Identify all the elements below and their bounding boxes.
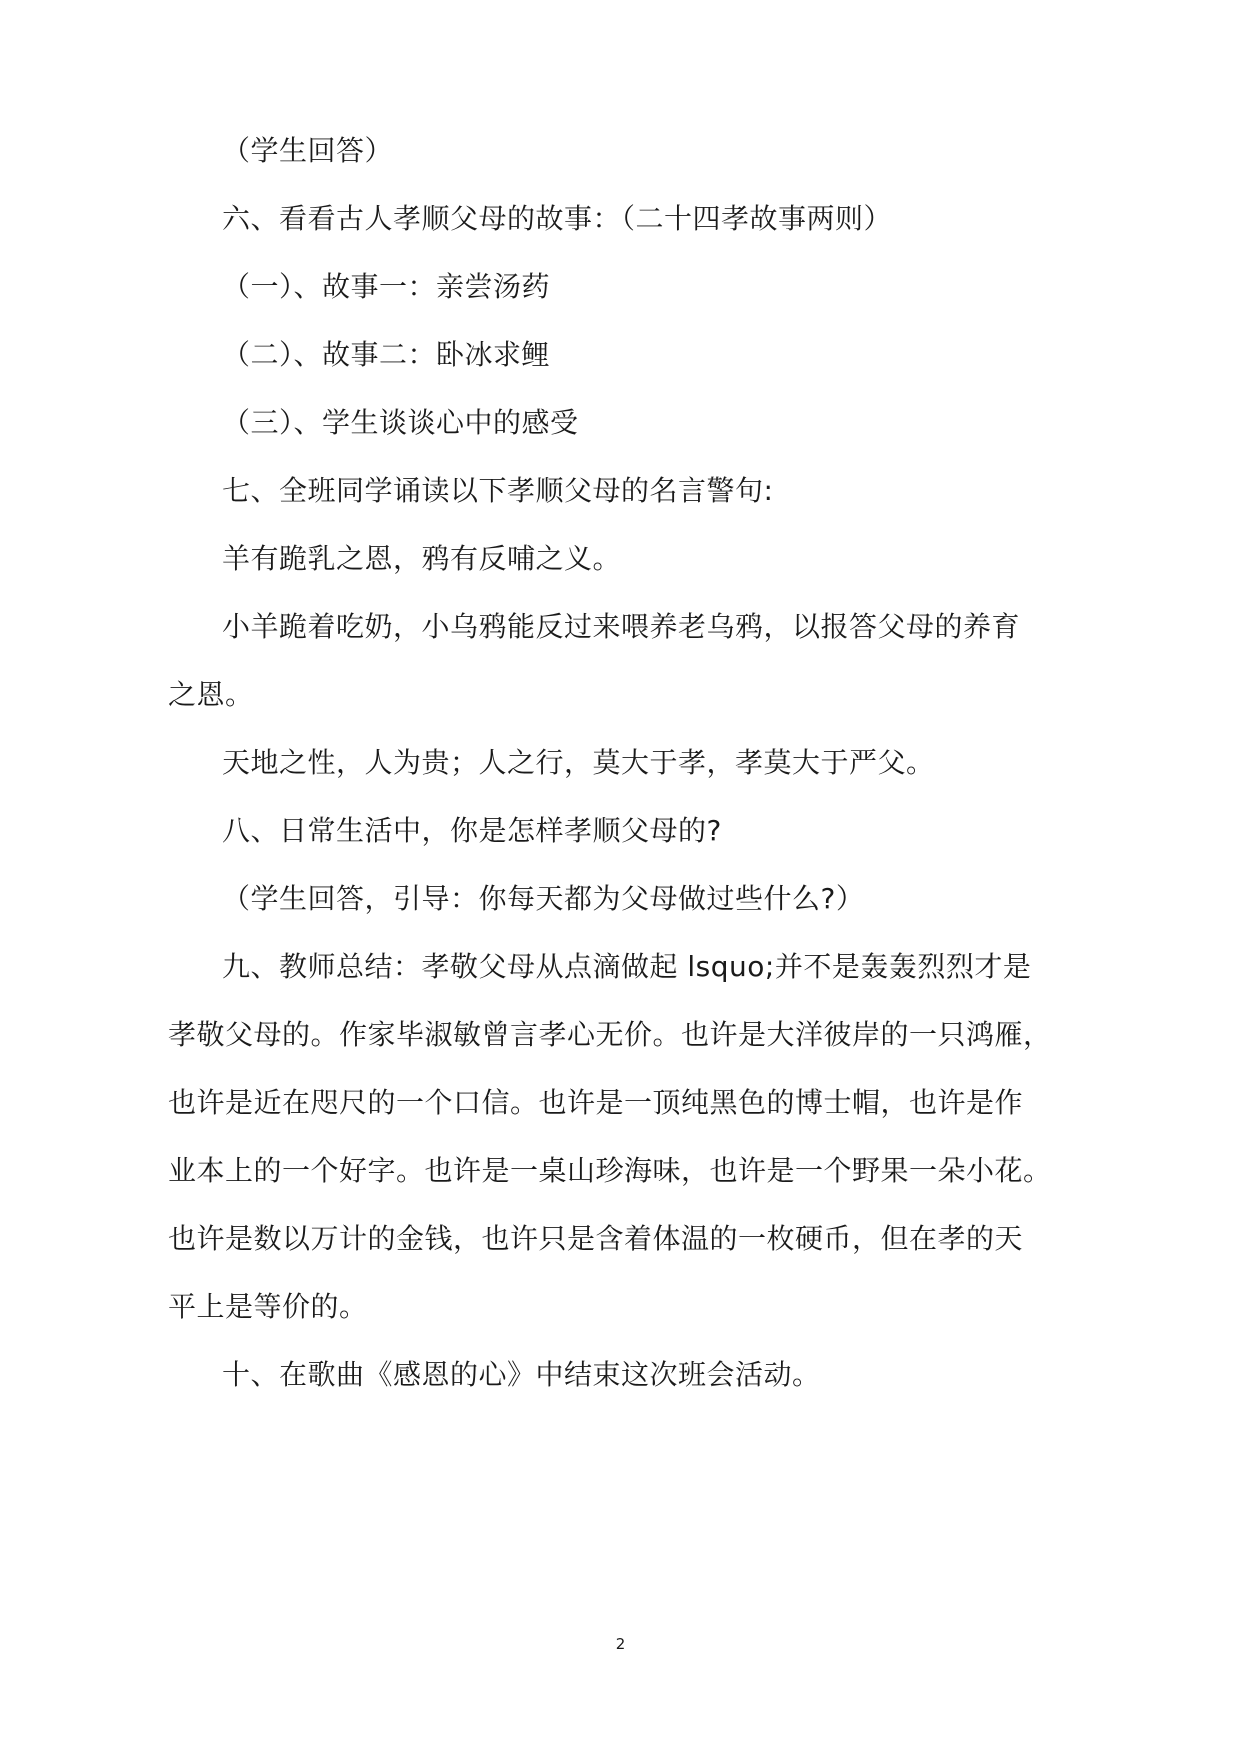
text-line-5: （三）、学生谈谈心中的感受 (222, 406, 579, 439)
text-line-19: 十、在歌曲《感恩的心》中结束这次班会活动。 (222, 1358, 821, 1391)
text-line-8: 小羊跪着吃奶，小乌鸦能反过来喂养老乌鸦，以报答父母的养育 (222, 610, 1021, 643)
text-line-15: 也许是近在咫尺的一个口信。也许是一顶纯黑色的博士帽，也许是作 (168, 1086, 1024, 1119)
text-line-2: 六、看看古人孝顺父母的故事：（二十四孝故事两则） (222, 202, 893, 235)
text-line-11: 八、日常生活中，你是怎样孝顺父母的? (222, 814, 722, 847)
text-line-13: 九、教师总结：孝敬父母从点滴做起 lsquo;并不是轰轰烈烈才是 (222, 950, 1032, 983)
text-line-14: 孝敬父母的。作家毕淑敏曾言孝心无价。也许是大洋彼岸的一只鸿雁， (168, 1018, 1052, 1051)
page-number: 2 (615, 1635, 626, 1653)
text-line-17: 也许是数以万计的金钱，也许只是含着体温的一枚硬币，但在孝的天 (168, 1222, 1024, 1255)
text-line-12: （学生回答，引导：你每天都为父母做过些什么?） (222, 882, 865, 915)
text-line-4: （二）、故事二：卧冰求鲤 (222, 338, 551, 371)
text-line-7: 羊有跪乳之恩，鸦有反哺之义。 (222, 542, 622, 575)
text-line-16: 业本上的一个好字。也许是一桌山珍海味，也许是一个野果一朵小花。 (168, 1154, 1052, 1187)
text-line-10: 天地之性，人为贵；人之行，莫大于孝，孝莫大于严父。 (222, 746, 935, 779)
text-line-6: 七、全班同学诵读以下孝顺父母的名言警句: (222, 474, 774, 507)
text-line-3: （一）、故事一：亲尝汤药 (222, 270, 551, 303)
text-line-9: 之恩。 (168, 678, 254, 711)
text-line-1: （学生回答） (222, 134, 394, 167)
text-line-18: 平上是等价的。 (168, 1290, 368, 1323)
